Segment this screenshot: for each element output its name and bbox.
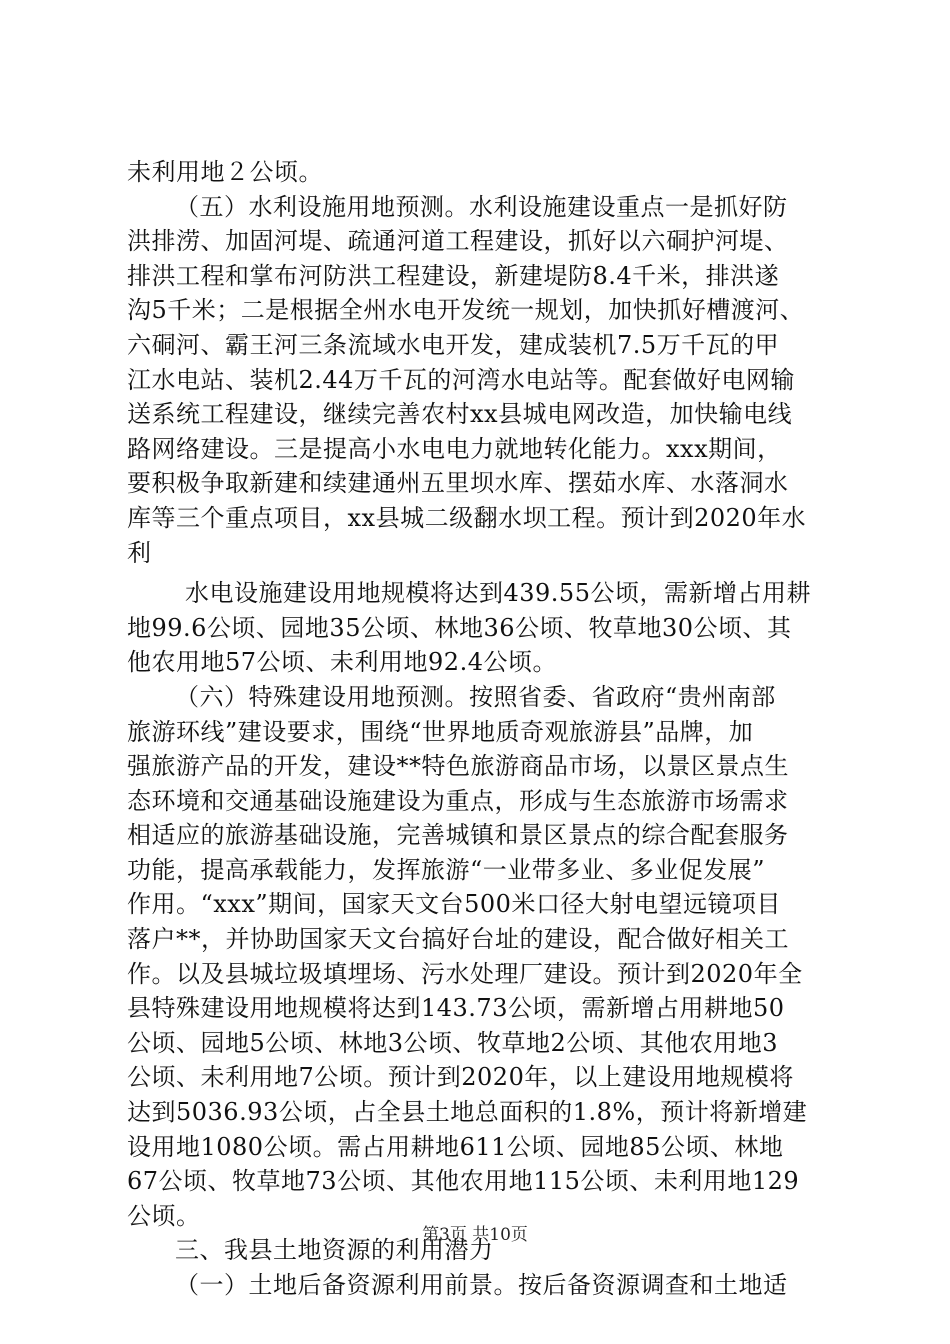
text-line: 要积极争取新建和续建通州五里坝水库、摆茹水库、水落洞水 xyxy=(127,469,789,498)
text-line: 落户**，并协助国家天文台搞好台址的建设，配合做好相关工 xyxy=(127,925,789,954)
text-line: 旅游环线”建设要求，围绕“世界地质奇观旅游县”品牌，加 xyxy=(127,717,754,746)
page-number-footer: 第3页 共10页 xyxy=(422,1225,528,1245)
text-line: 水电设施建设用地规模将达到439.55公顷，需新增占用耕 xyxy=(185,579,811,608)
text-line: 公顷、未利用地7公顷。预计到2020年，以上建设用地规模将 xyxy=(127,1063,794,1092)
text-line: 未利用地２公顷。 xyxy=(127,158,323,186)
text-line: 送系统工程建设，继续完善农村xx县城电网改造，加快输电线 xyxy=(127,400,793,429)
text-line: 他农用地57公顷、未利用地92.4公顷。 xyxy=(127,648,557,677)
text-line: 沟5千米；二是根据全州水电开发统一规划，加快抓好槽渡河、 xyxy=(127,296,805,325)
section-heading: 三、我县土地资源的利用潜力 xyxy=(175,1236,494,1265)
text-line: 洪排涝、加固河堤、疏通河道工程建设，抓好以六硐护河堤、 xyxy=(127,227,789,256)
text-line: 库等三个重点项目，xx县城二级翻水坝工程。预计到2020年水 xyxy=(127,503,807,532)
text-line: 公顷、园地5公顷、林地3公顷、牧草地2公顷、其他农用地3 xyxy=(127,1028,779,1057)
text-line: 功能，提高承载能力，发挥旅游“一业带多业、多业促发展” xyxy=(127,855,766,884)
text-line: 作。以及县城垃圾填埋场、污水处理厂建设。预计到2020年全 xyxy=(127,959,803,988)
text-line: 地99.6公顷、园地35公顷、林地36公顷、牧草地30公顷、其 xyxy=(127,613,792,642)
text-line: 设用地1080公顷。需占用耕地611公顷、园地85公顷、林地 xyxy=(127,1132,784,1161)
text-line: 路网络建设。三是提高小水电电力就地转化能力。xxx期间， xyxy=(127,434,782,463)
text-line: 公顷。 xyxy=(127,1201,201,1230)
body-text xyxy=(127,155,841,1303)
text-line: （六）特殊建设用地预测。按照省委、省政府“贵州南部 xyxy=(175,682,776,711)
text-line: （一）土地后备资源利用前景。按后备资源调查和土地适 xyxy=(175,1271,788,1299)
text-line: 县特殊建设用地规模将达到143.73公顷，需新增占用耕地50 xyxy=(127,994,785,1023)
text-line: 达到5036.93公顷，占全县土地总面积的1.8%，预计将新增建 xyxy=(127,1098,808,1127)
text-line: 态环境和交通基础设施建设为重点，形成与生态旅游市场需求 xyxy=(127,786,789,815)
text-line: 作用。“xxx”期间，国家天文台500米口径大射电望远镜项目 xyxy=(127,890,781,919)
text-line: 强旅游产品的开发，建设**特色旅游商品市场，以景区景点生 xyxy=(127,752,789,781)
text-line: 排洪工程和掌布河防洪工程建设，新建堤防8.4千米，排洪遂 xyxy=(127,261,780,290)
text-line: 相适应的旅游基础设施，完善城镇和景区景点的综合配套服务 xyxy=(127,821,789,850)
text-line: 利 xyxy=(127,538,152,567)
text-line: 67公顷、牧草地73公顷、其他农用地115公顷、未利用地129 xyxy=(127,1167,800,1196)
text-line: 江水电站、装机2.44万千瓦的河湾水电站等。配套做好电网输 xyxy=(127,365,795,394)
text-line: 六硐河、霸王河三条流域水电开发，建成装机7.5万千瓦的甲 xyxy=(127,330,780,359)
text-line: （五）水利设施用地预测。水利设施建设重点一是抓好防 xyxy=(175,192,788,221)
